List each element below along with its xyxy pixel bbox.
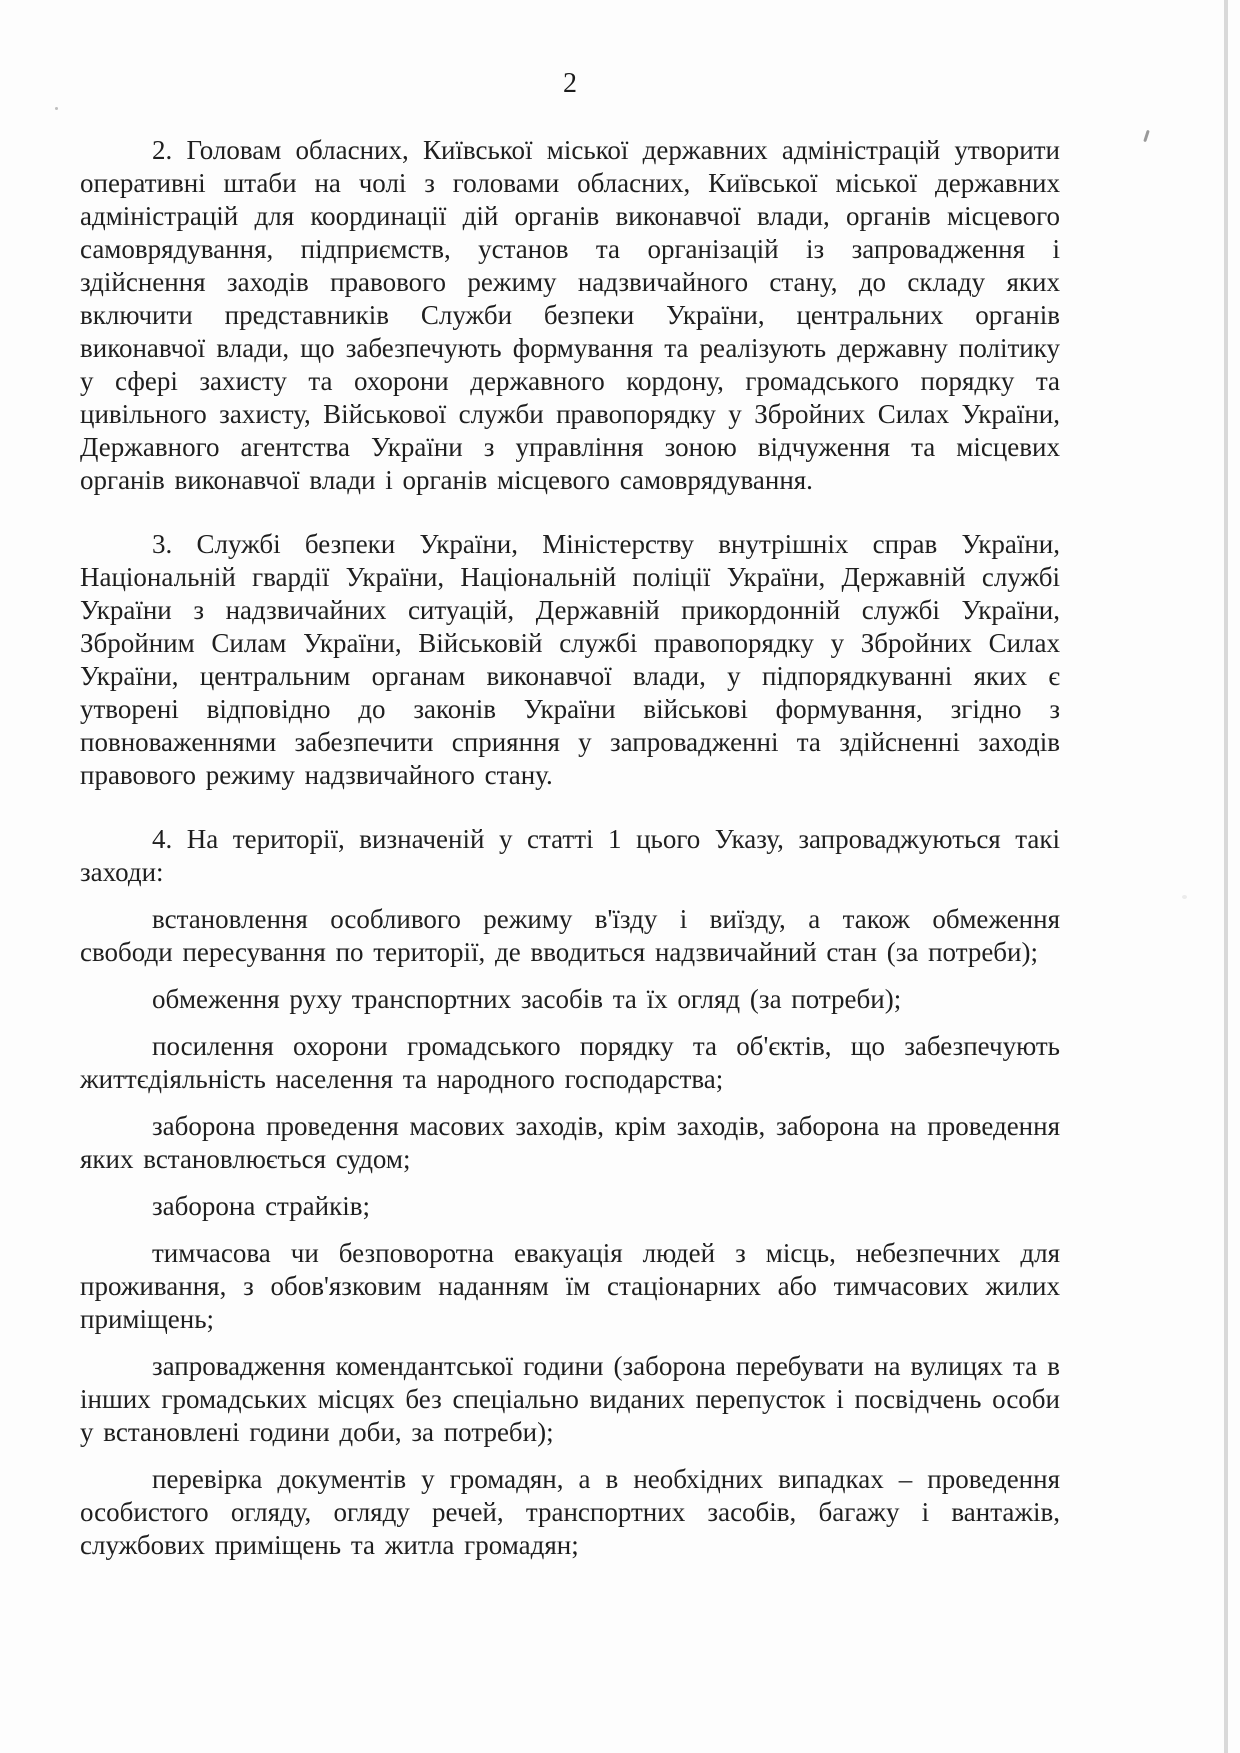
document-body <box>80 134 1060 1562</box>
measure-public-order: посилення охорони громадського порядку та об'єктів, що забезпечують життєдіяльність населення та народного господарства; <box>80 1031 1060 1094</box>
measure-strike-ban: заборона страйків; <box>152 1191 370 1221</box>
measure-entry-exit-regime: встановлення особливого режиму в'їзду і виїзду, а також обмеження свободи пересування по території, де вводиться надзвичайний стан (за потреби); <box>80 904 1060 967</box>
measure-mass-events-ban: заборона проведення масових заходів, крім заходів, заборона на проведення яких встановлюється судом; <box>80 1111 1060 1174</box>
measure-evacuation: тимчасова чи безповоротна евакуація людей з місць, небезпечних для проживання, з обов'язковим наданням їм стаціонарних або тимчасових жилих приміщень; <box>80 1238 1060 1334</box>
scan-speck <box>1182 895 1187 899</box>
scan-edge-line <box>1224 0 1228 1753</box>
scan-speck <box>1143 130 1150 142</box>
paragraph-section-3: 3. Службі безпеки України, Міністерству внутрішніх справ України, Національній гвардії України, Національній поліції України, Державній службі України з надзвичайних ситуацій, Державній прикордонній службі України, Збройним Силам України, Військовій службі правопорядку у Збройних Силах України, центральним органам виконавчої влади, у підпорядкуванні яких є утворені відповідно до законів України військові формування, згідно з повноваженнями забезпечити сприяння у запровадженні та здійсненні заходів правового режиму надзвичайного стану. <box>80 529 1060 790</box>
measure-curfew: запровадження комендантської години (заборона перебувати на вулицях та в інших громадських місцях без спеціально виданих перепусток і посвідчень особи у встановлені години доби, за потреби); <box>80 1351 1060 1447</box>
paragraph-section-2: 2. Головам обласних, Київської міської державних адміністрацій утворити оперативні штаби на чолі з головами обласних, Київської міської державних адміністрацій для координації дій органів виконавчої влади, органів місцевого самоврядування, підприємств, установ та організацій із запровадження і здійснення заходів правового режиму надзвичайного стану, до складу яких включити представників Служби безпеки України, центральних органів виконавчої влади, що забезпечують формування та реалізують державну політику у сфері захисту та охорони державного кордону, громадського порядку та цивільного захисту, Військової служби правопорядку у Збройних Силах України, Державного агентства України з управління зоною відчуження та місцевих органів виконавчої влади і органів місцевого самоврядування. <box>80 135 1060 495</box>
measure-transport-limits: обмеження руху транспортних засобів та їх огляд (за потреби); <box>152 984 902 1014</box>
measure-document-checks: перевірка документів у громадян, а в необхідних випадках – проведення особистого огляду, огляду речей, транспортних засобів, багажу і вантажів, службових приміщень та житла громадян; <box>80 1464 1060 1560</box>
paragraph-section-4-intro: 4. На території, визначеній у статті 1 цього Указу, запроваджуються такі заходи: <box>80 824 1060 887</box>
page-number: 2 <box>563 68 577 99</box>
scan-speck <box>55 107 58 110</box>
